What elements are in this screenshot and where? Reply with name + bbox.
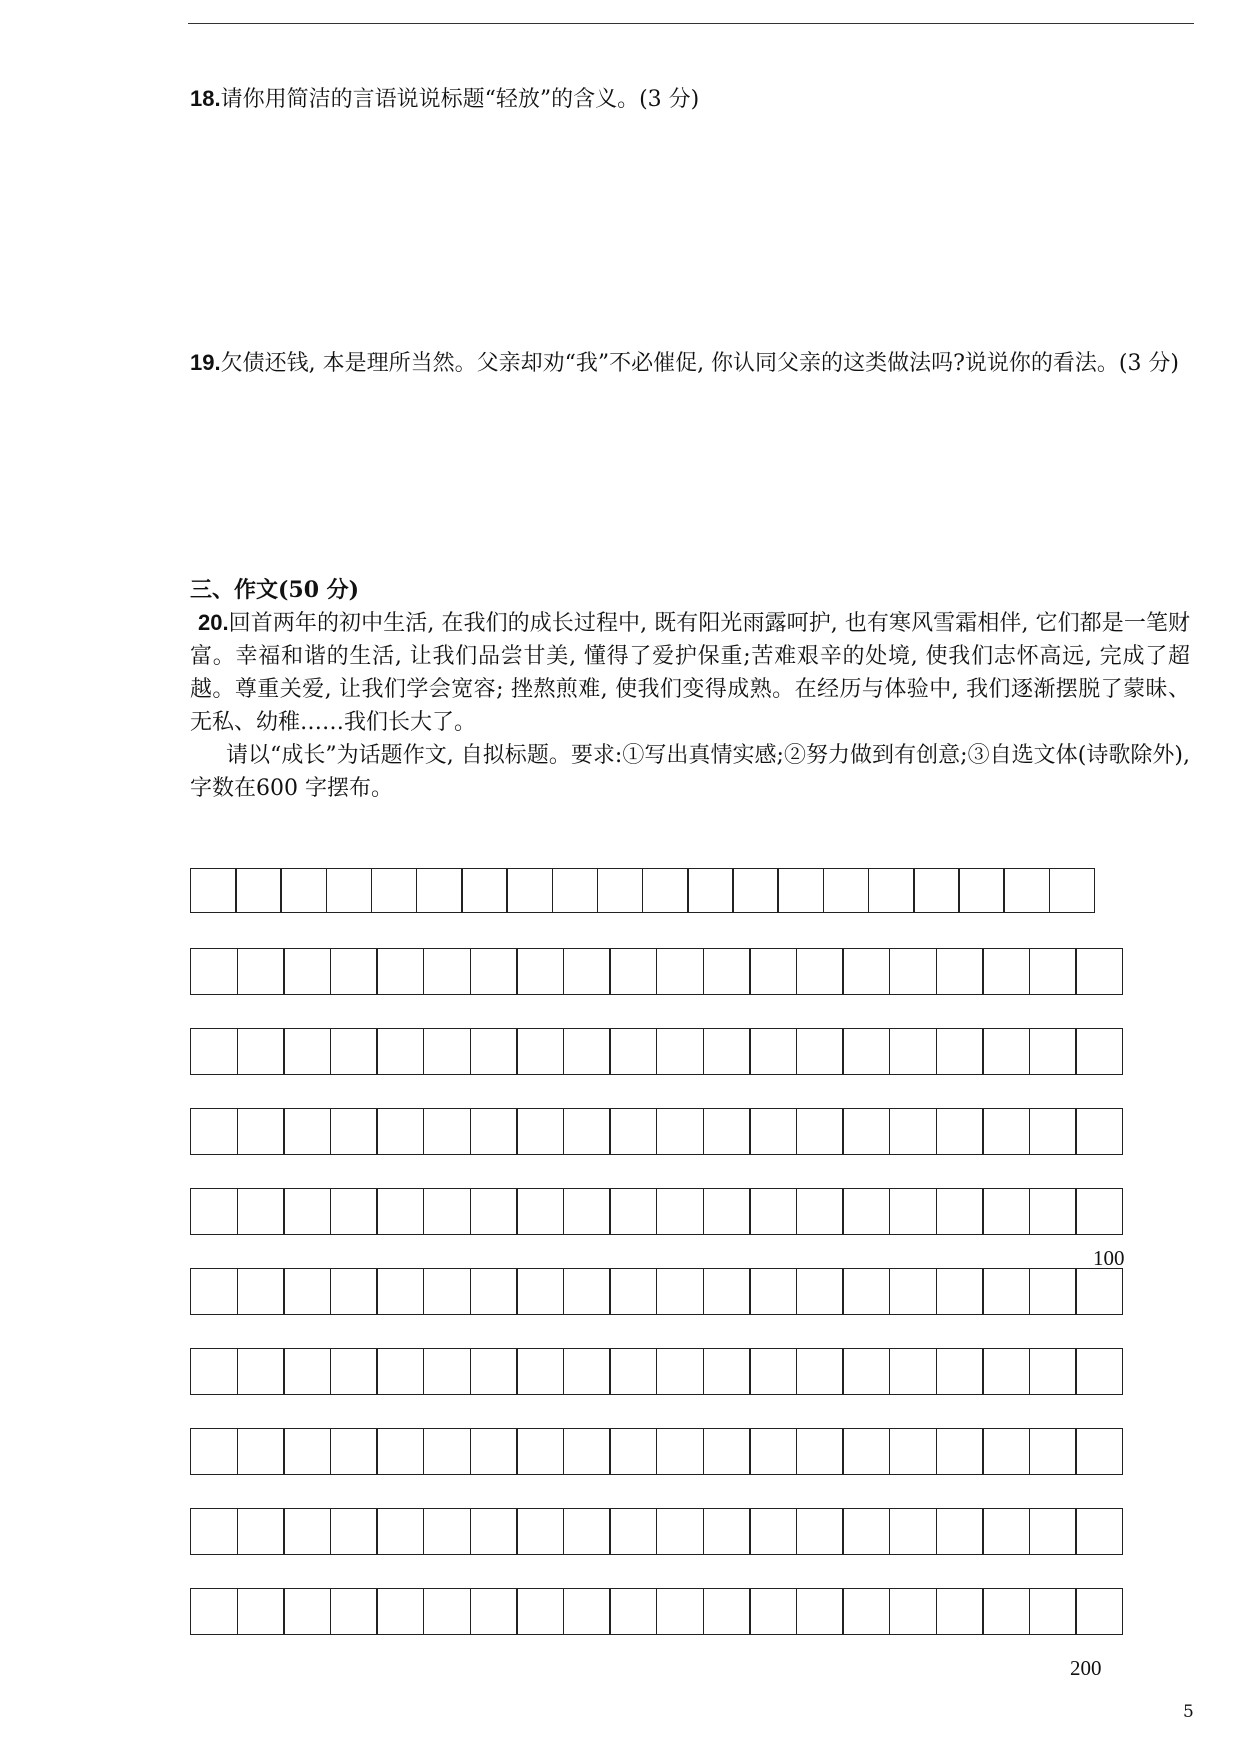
- grid-cell[interactable]: [936, 1428, 984, 1475]
- grid-cell[interactable]: [470, 1268, 518, 1315]
- grid-cell[interactable]: [1075, 1268, 1123, 1315]
- grid-cell[interactable]: [190, 1028, 238, 1075]
- grid-cell[interactable]: [516, 948, 564, 995]
- grid-cell[interactable]: [237, 1108, 285, 1155]
- grid-cell[interactable]: [376, 1028, 424, 1075]
- question-18: [190, 82, 1190, 116]
- grid-cell[interactable]: [609, 1508, 657, 1555]
- grid-cell[interactable]: [516, 1188, 564, 1235]
- grid-cell[interactable]: [237, 1348, 285, 1395]
- grid-cell[interactable]: [982, 1188, 1030, 1235]
- grid-cell[interactable]: [376, 1348, 424, 1395]
- grid-cell[interactable]: [609, 948, 657, 995]
- grid-row: [190, 1268, 1122, 1315]
- word-count-200-label: 200: [1070, 1656, 1102, 1680]
- grid-cell[interactable]: [423, 1268, 471, 1315]
- grid-cell[interactable]: [796, 948, 844, 995]
- grid-cell[interactable]: [1075, 1508, 1123, 1555]
- grid-cell[interactable]: [376, 1588, 424, 1635]
- grid-cell[interactable]: [889, 1348, 937, 1395]
- grid-cell[interactable]: [1075, 1348, 1123, 1395]
- grid-cell[interactable]: [609, 1348, 657, 1395]
- grid-cell[interactable]: [609, 1108, 657, 1155]
- grid-cell[interactable]: [190, 948, 238, 995]
- grid-row: [190, 1508, 1122, 1555]
- grid-cell[interactable]: [703, 1508, 751, 1555]
- grid-cell[interactable]: [796, 1028, 844, 1075]
- grid-cell[interactable]: [376, 1268, 424, 1315]
- grid-cell[interactable]: [1075, 1188, 1123, 1235]
- grid-cell[interactable]: [936, 1268, 984, 1315]
- grid-cell[interactable]: [371, 868, 418, 913]
- grid-cell[interactable]: [461, 868, 508, 913]
- grid-cell[interactable]: [376, 1108, 424, 1155]
- grid-cell[interactable]: [656, 1428, 704, 1475]
- grid-cell[interactable]: [376, 1428, 424, 1475]
- grid-cell[interactable]: [423, 1508, 471, 1555]
- grid-cell[interactable]: [889, 1508, 937, 1555]
- grid-cell[interactable]: [516, 1588, 564, 1635]
- grid-cell[interactable]: [330, 948, 378, 995]
- grid-cell[interactable]: [190, 1268, 238, 1315]
- grid-cell[interactable]: [423, 1108, 471, 1155]
- grid-cell[interactable]: [982, 1268, 1030, 1315]
- grid-cell[interactable]: [889, 1108, 937, 1155]
- grid-cell[interactable]: [703, 1428, 751, 1475]
- grid-cell[interactable]: [913, 868, 960, 913]
- grid-cell[interactable]: [842, 1348, 890, 1395]
- grid-cell[interactable]: [889, 1028, 937, 1075]
- question-20-number: 20.: [198, 610, 229, 635]
- grid-cell[interactable]: [982, 1108, 1030, 1155]
- grid-cell[interactable]: [283, 1588, 331, 1635]
- grid-cell[interactable]: [749, 1428, 797, 1475]
- grid-cell[interactable]: [777, 868, 824, 913]
- grid-cell[interactable]: [609, 1188, 657, 1235]
- grid-cell[interactable]: [656, 1268, 704, 1315]
- section-3-title: [190, 574, 1190, 607]
- grid-row: [190, 1188, 1122, 1235]
- grid-cell[interactable]: [703, 1588, 751, 1635]
- grid-cell[interactable]: [982, 948, 1030, 995]
- grid-row: [190, 1588, 1122, 1635]
- grid-cell[interactable]: [656, 1028, 704, 1075]
- grid-cell[interactable]: [796, 1428, 844, 1475]
- grid-cell[interactable]: [749, 1588, 797, 1635]
- grid-cell[interactable]: [1049, 868, 1096, 913]
- grid-cell[interactable]: [656, 1188, 704, 1235]
- grid-cell[interactable]: [516, 1268, 564, 1315]
- grid-cell[interactable]: [280, 868, 327, 913]
- grid-cell[interactable]: [563, 1108, 611, 1155]
- section-3-heading: 三、作文(50 分): [190, 577, 360, 603]
- grid-cell[interactable]: [936, 1508, 984, 1555]
- question-19-number: 19.: [190, 350, 221, 375]
- grid-cell[interactable]: [563, 1508, 611, 1555]
- grid-cell[interactable]: [842, 1588, 890, 1635]
- grid-cell[interactable]: [190, 1428, 238, 1475]
- grid-cell[interactable]: [423, 1588, 471, 1635]
- grid-cell[interactable]: [237, 1028, 285, 1075]
- grid-cell[interactable]: [609, 1268, 657, 1315]
- question-18-number: 18.: [190, 86, 221, 111]
- grid-cell[interactable]: [563, 1348, 611, 1395]
- grid-cell[interactable]: [656, 1508, 704, 1555]
- grid-cell[interactable]: [936, 1348, 984, 1395]
- grid-cell[interactable]: [190, 1188, 238, 1235]
- grid-cell[interactable]: [703, 1188, 751, 1235]
- grid-cell[interactable]: [982, 1588, 1030, 1635]
- grid-cell[interactable]: [1029, 1428, 1077, 1475]
- grid-cell[interactable]: [423, 1188, 471, 1235]
- grid-cell[interactable]: [609, 1428, 657, 1475]
- grid-cell[interactable]: [1029, 1348, 1077, 1395]
- grid-cell[interactable]: [1029, 948, 1077, 995]
- grid-cell[interactable]: [516, 1028, 564, 1075]
- grid-cell[interactable]: [330, 1028, 378, 1075]
- grid-cell[interactable]: [889, 1428, 937, 1475]
- grid-cell[interactable]: [889, 948, 937, 995]
- grid-cell[interactable]: [868, 868, 915, 913]
- header-rule: [188, 23, 1194, 24]
- grid-cell[interactable]: [330, 1188, 378, 1235]
- grid-cell[interactable]: [796, 1348, 844, 1395]
- grid-cell[interactable]: [470, 1588, 518, 1635]
- grid-cell[interactable]: [506, 868, 553, 913]
- grid-cell[interactable]: [470, 1508, 518, 1555]
- grid-cell[interactable]: [552, 868, 599, 913]
- grid-cell[interactable]: [1029, 1108, 1077, 1155]
- grid-cell[interactable]: [1075, 948, 1123, 995]
- grid-cell[interactable]: [703, 1028, 751, 1075]
- grid-cell[interactable]: [796, 1188, 844, 1235]
- grid-cell[interactable]: [190, 868, 237, 913]
- grid-cell[interactable]: [423, 1428, 471, 1475]
- grid-row: [190, 1428, 1122, 1475]
- grid-cell[interactable]: [842, 1028, 890, 1075]
- grid-cell[interactable]: [796, 1588, 844, 1635]
- grid-cell[interactable]: [936, 1188, 984, 1235]
- grid-cell[interactable]: [823, 868, 870, 913]
- grid-cell[interactable]: [330, 1348, 378, 1395]
- grid-cell[interactable]: [842, 1108, 890, 1155]
- grid-cell[interactable]: [749, 948, 797, 995]
- grid-cell[interactable]: [1075, 1028, 1123, 1075]
- grid-cell[interactable]: [237, 1188, 285, 1235]
- grid-cell[interactable]: [703, 1268, 751, 1315]
- grid-cell[interactable]: [283, 1188, 331, 1235]
- grid-row: [190, 1028, 1122, 1075]
- grid-row: [190, 1348, 1122, 1395]
- grid-cell[interactable]: [330, 1268, 378, 1315]
- grid-cell[interactable]: [237, 1268, 285, 1315]
- grid-cell[interactable]: [889, 1588, 937, 1635]
- grid-cell[interactable]: [237, 1588, 285, 1635]
- grid-cell[interactable]: [470, 948, 518, 995]
- grid-cell[interactable]: [563, 1188, 611, 1235]
- question-20: [190, 606, 1190, 805]
- grid-cell[interactable]: [376, 948, 424, 995]
- grid-cell[interactable]: [958, 868, 1005, 913]
- question-19: [190, 346, 1190, 380]
- grid-cell[interactable]: [749, 1028, 797, 1075]
- grid-cell[interactable]: [687, 868, 734, 913]
- grid-cell[interactable]: [330, 1108, 378, 1155]
- grid-row: [190, 948, 1122, 995]
- grid-cell[interactable]: [936, 1588, 984, 1635]
- grid-cell[interactable]: [842, 1268, 890, 1315]
- grid-cell[interactable]: [376, 1508, 424, 1555]
- grid-cell[interactable]: [796, 1508, 844, 1555]
- grid-cell[interactable]: [749, 1108, 797, 1155]
- grid-cell[interactable]: [283, 1268, 331, 1315]
- grid-cell[interactable]: [516, 1348, 564, 1395]
- grid-cell[interactable]: [842, 1188, 890, 1235]
- grid-cell[interactable]: [283, 1428, 331, 1475]
- grid-cell[interactable]: [656, 948, 704, 995]
- grid-cell[interactable]: [190, 1588, 238, 1635]
- grid-cell[interactable]: [516, 1508, 564, 1555]
- grid-cell[interactable]: [237, 1508, 285, 1555]
- grid-cell[interactable]: [1029, 1508, 1077, 1555]
- grid-cell[interactable]: [889, 1268, 937, 1315]
- grid-cell[interactable]: [703, 1108, 751, 1155]
- grid-cell[interactable]: [749, 1348, 797, 1395]
- grid-cell[interactable]: [283, 948, 331, 995]
- grid-cell[interactable]: [842, 1428, 890, 1475]
- grid-cell[interactable]: [563, 1268, 611, 1315]
- grid-cell[interactable]: [1029, 1268, 1077, 1315]
- grid-cell[interactable]: [416, 868, 463, 913]
- grid-row: [190, 1108, 1122, 1155]
- grid-cell[interactable]: [1029, 1028, 1077, 1075]
- grid-cell[interactable]: [237, 948, 285, 995]
- grid-cell[interactable]: [237, 1428, 285, 1475]
- grid-cell[interactable]: [597, 868, 644, 913]
- grid-cell[interactable]: [642, 868, 689, 913]
- grid-cell[interactable]: [423, 1028, 471, 1075]
- grid-cell[interactable]: [376, 1188, 424, 1235]
- grid-cell[interactable]: [516, 1108, 564, 1155]
- question-18-text: 请你用简洁的言语说说标题“轻放”的含义。(3 分): [220, 87, 700, 112]
- grid-cell[interactable]: [936, 1108, 984, 1155]
- grid-cell[interactable]: [609, 1588, 657, 1635]
- grid-cell[interactable]: [330, 1508, 378, 1555]
- grid-cell[interactable]: [749, 1268, 797, 1315]
- grid-cell[interactable]: [330, 1588, 378, 1635]
- grid-cell[interactable]: [470, 1108, 518, 1155]
- grid-cell[interactable]: [982, 1508, 1030, 1555]
- grid-cell[interactable]: [563, 1588, 611, 1635]
- grid-cell[interactable]: [796, 1268, 844, 1315]
- grid-cell[interactable]: [470, 1188, 518, 1235]
- grid-cell[interactable]: [703, 948, 751, 995]
- grid-cell[interactable]: [1029, 1588, 1077, 1635]
- grid-cell[interactable]: [936, 1028, 984, 1075]
- grid-cell[interactable]: [1075, 1108, 1123, 1155]
- grid-cell[interactable]: [703, 1348, 751, 1395]
- grid-cell[interactable]: [1075, 1428, 1123, 1475]
- grid-cell[interactable]: [326, 868, 373, 913]
- grid-cell[interactable]: [842, 1508, 890, 1555]
- question-19-text: 欠债还钱, 本是理所当然。父亲却劝“我”不必催促, 你认同父亲的这类做法吗?说说你的看法。(3 分): [220, 351, 1180, 376]
- grid-cell[interactable]: [889, 1188, 937, 1235]
- grid-cell[interactable]: [609, 1028, 657, 1075]
- grid-cell[interactable]: [1029, 1188, 1077, 1235]
- grid-cell[interactable]: [283, 1108, 331, 1155]
- grid-cell[interactable]: [749, 1508, 797, 1555]
- grid-cell[interactable]: [235, 868, 282, 913]
- grid-cell[interactable]: [283, 1348, 331, 1395]
- grid-cell[interactable]: [470, 1028, 518, 1075]
- grid-cell[interactable]: [982, 1348, 1030, 1395]
- page-number: 5: [1183, 1702, 1194, 1722]
- grid-cell[interactable]: [330, 1428, 378, 1475]
- grid-cell[interactable]: [563, 1028, 611, 1075]
- grid-cell[interactable]: [283, 1508, 331, 1555]
- grid-cell[interactable]: [470, 1348, 518, 1395]
- grid-cell[interactable]: [796, 1108, 844, 1155]
- grid-cell[interactable]: [470, 1428, 518, 1475]
- grid-cell[interactable]: [563, 948, 611, 995]
- grid-cell[interactable]: [423, 1348, 471, 1395]
- grid-cell[interactable]: [982, 1428, 1030, 1475]
- grid-cell[interactable]: [190, 1108, 238, 1155]
- question-20-requirement: 请以“成长”为话题作文, 自拟标题。要求:①写出真情实感;②努力做到有创意;③自选文体(诗歌除外), 字数在600 字摆布。: [190, 743, 1190, 801]
- grid-cell[interactable]: [656, 1348, 704, 1395]
- grid-cell[interactable]: [982, 1028, 1030, 1075]
- grid-cell[interactable]: [656, 1108, 704, 1155]
- grid-cell[interactable]: [842, 948, 890, 995]
- grid-cell[interactable]: [732, 868, 779, 913]
- grid-cell[interactable]: [190, 1508, 238, 1555]
- grid-cell[interactable]: [283, 1028, 331, 1075]
- grid-cell[interactable]: [1075, 1588, 1123, 1635]
- grid-cell[interactable]: [936, 948, 984, 995]
- word-count-100-label: 100: [1093, 1246, 1125, 1270]
- grid-cell[interactable]: [516, 1428, 564, 1475]
- grid-cell[interactable]: [656, 1588, 704, 1635]
- grid-cell[interactable]: [563, 1428, 611, 1475]
- grid-row: [190, 868, 1094, 913]
- grid-cell[interactable]: [190, 1348, 238, 1395]
- grid-cell[interactable]: [423, 948, 471, 995]
- question-20-prompt: [190, 606, 1190, 739]
- question-20-text: 回首两年的初中生活, 在我们的成长过程中, 既有阳光雨露呵护, 也有寒风雪霜相伴, 它们都是一笔财富。幸福和谐的生活, 让我们品尝甘美, 懂得了爱护保重;苦难艰辛的处境, 使我们志怀高远, 完成了超越。尊重关爱, 让我们学会宽容; 挫熬煎难, 使我们变得成熟。在经历与体验中, 我们逐渐摆脱了蒙昧、无私、幼稚……我们长大了。: [190, 611, 1190, 735]
- grid-cell[interactable]: [1003, 868, 1050, 913]
- grid-cell[interactable]: [749, 1188, 797, 1235]
